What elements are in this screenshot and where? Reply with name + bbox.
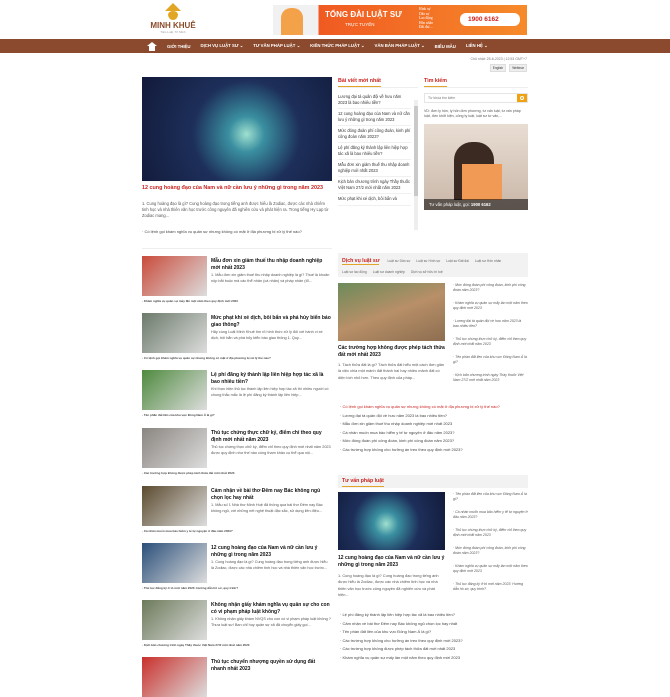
latest-post-link[interactable]: Kịch bản chương trình ngày Thầy thuốc Việt Nam 27/2 mới nhất năm 2023	[338, 177, 411, 194]
service-tab[interactable]: Luật sư Hình sự	[416, 259, 441, 263]
nav-item[interactable]: TƯ VẤN PHÁP LUẬT ⌄	[253, 43, 301, 48]
logo-mark-icon	[163, 3, 183, 21]
article-excerpt: Thủ tục chứng thực chữ ký, điểm chỉ theo quy định mới nhất năm 2023 được quy định như thế nào cùng tham khảo cụ thể qua nội...	[211, 445, 331, 455]
banner-category: Hình sự	[419, 7, 431, 11]
bullet-link[interactable]: · Cá nhân muốn mua bảo hiểm y tế tự nguyện ở đâu năm 2023?	[340, 430, 528, 436]
article-thumbnail[interactable]	[142, 428, 207, 468]
side-link[interactable]: · Thủ tục đăng ký ở tô mới năm 2023: Hướng dẫn hồ sơ, quy trình?	[453, 582, 528, 600]
side-link[interactable]: · Khám nghĩa vụ quân sự mấy lần một năm theo quy định mới 2023	[453, 301, 528, 319]
latest-posts	[338, 78, 418, 232]
latest-heading: Bài viết mới nhất	[338, 78, 418, 88]
banner-person-image	[281, 8, 303, 35]
featured-related-link[interactable]: · Có lệnh gọi khám nghĩa vụ quân sự nhưng không có mặt ở địa phương bị xử lý thế nào?	[142, 229, 332, 235]
article-thumbnail[interactable]	[142, 370, 207, 410]
banner-category: Dân sự	[419, 11, 430, 16]
nav-item[interactable]: GIỚI THIỆU	[167, 43, 191, 49]
logo-tagline: Tâm Luật, Trí Minh	[160, 30, 186, 34]
article-excerpt: Khi thực hiện thủ tục thành lập liên hiệp hợp tác xã thì nhiều người có chung thắc mắc là lệ phí đăng ký thành lập liên hiệp...	[211, 387, 329, 397]
latest-post-link[interactable]: Lệ phí đăng ký thành lập liên hiệp hợp tác xã là bao nhiêu tiền?	[338, 143, 411, 160]
article-excerpt: 1. Cung hoàng đạo là gì? Cung hoàng đạo trong tiếng anh được hiểu là Zodiac, được các nhà chiêm tinh học và nhà thiên văn học trước...	[211, 560, 328, 570]
article-excerpt: 1. Không nhận giấy khám NVQS cho con có vi phạm pháp luật không ? Thưa luật sư! Ban chỉ huy quân sự xã đã chuyển giấy gọi...	[211, 617, 331, 627]
service-tab[interactable]: Dịch vụ sở hữu trí tuệ	[410, 270, 443, 274]
article-title[interactable]: Thủ tục chuyển nhượng quyền sử dụng đất nhanh nhất 2023	[211, 659, 316, 672]
logo-name: MINH KHUÊ	[150, 21, 196, 30]
lang-english-button[interactable]: English	[490, 64, 506, 72]
bullet-link[interactable]: · Mức đóng đoàn phí công đoàn, kinh phí công đoàn năm 2023?	[340, 438, 528, 444]
article-title[interactable]: Mức phạt khi xé dịch, bôi bẩn và phá hủy biển báo giao thông?	[211, 315, 331, 328]
services-heading[interactable]: Dịch vụ luật sư	[342, 258, 380, 264]
side-link[interactable]: · Khám nghĩa vụ quân sự mấy lần một năm theo quy định mới 2023	[453, 564, 528, 582]
consultant-promo[interactable]	[424, 124, 528, 210]
side-link[interactable]: · Lương đại tá quân đội về hưu năm 2023 là bao nhiêu tiền?	[453, 319, 528, 337]
nav-item[interactable]: KIẾN THỨC PHÁP LUẬT ⌄	[310, 43, 365, 48]
article-title[interactable]: 12 cung hoàng đạo của Nam và nữ cần lưu ý những gì trong năm 2023	[211, 545, 318, 558]
banner-category: Lao động	[419, 16, 433, 20]
search-heading: Tìm kiếm	[424, 78, 528, 88]
search-panel	[424, 78, 528, 210]
webinar-button[interactable]: Webinar	[509, 64, 527, 72]
side-link[interactable]: · Kịch bản chương trình ngày Thầy thuốc Việt Nam 27/2 mới nhất năm 2023	[453, 373, 528, 391]
article-related-link[interactable]: · Có lệnh gọi khám nghĩa vụ quân sự nhưng không có mặt ở địa phương bị xử lý thế nào?	[142, 356, 332, 360]
search-hint: VD: đơn ly hôn, ly hôn đơn phương, tư vấn luật, tư vấn pháp luật, đơn khởi kiện, công ty luật, luật sư tư vấn,...	[424, 109, 521, 119]
home-icon[interactable]	[147, 42, 157, 51]
banner-subtitle: TRỰC TUYẾN	[345, 22, 375, 27]
article-excerpt: 1. Mẫu đơn xin giảm thuế thu nhập doanh nghiệp là gì? Thuế là khoản nộp bắt buộc mà các thể nhân (cá nhân) và pháp nhân (tổ...	[211, 273, 330, 283]
article-thumbnail[interactable]	[142, 486, 207, 526]
nav-item[interactable]: DỊCH VỤ LUẬT SƯ ⌄	[200, 43, 244, 48]
divider	[142, 248, 332, 249]
service-tab[interactable]: Luật sư lao động	[342, 270, 367, 274]
article-related-link[interactable]: · Cá nhân muốn mua bảo hiểm y tế tự nguyện ở đâu năm 2023?	[142, 529, 332, 533]
advice-main-excerpt: 1. Cung hoàng đạo là gì? Cung hoàng đạo trong tiếng anh được hiểu là Zodiac, được các nhà chiêm tinh học và nhà thiên văn học trước công nguyên đã nghiên cứu và phát hiện...	[338, 573, 439, 597]
advice-header	[338, 475, 528, 488]
current-date: Chủ nhật: 25-6-2023 | 12:53 GMT+7	[470, 57, 527, 61]
side-link[interactable]: · Tên phần đất liền của khu vực Đông Nam Á là gì?	[453, 355, 528, 373]
latest-post-link[interactable]: Mức phạt khi xé dịch, bôi bẩn và	[338, 194, 411, 206]
nav-item[interactable]: BIỂU MẪU	[434, 43, 456, 49]
latest-post-link[interactable]: Lương đại tá quân đội về hưu năm 2023 là bao nhiêu tiền?	[338, 92, 411, 109]
side-link[interactable]: · Thủ tục chứng thực chữ ký, điểm chỉ theo quy định mới nhất năm 2023	[453, 528, 528, 546]
promo-phone: 1900 6162	[470, 202, 491, 208]
banner-title: TỔNG ĐÀI LUẬT SƯ	[325, 10, 402, 19]
article-related-link[interactable]: · Thủ tục đăng ký ở tô mới năm 2023: Hướng dẫn hồ sơ, quy trình?	[142, 586, 332, 590]
article-thumbnail[interactable]	[142, 256, 207, 296]
bullet-link[interactable]: · Lệ phí đăng ký thành lập liên hiệp hợp tác xã là bao nhiêu tiền?	[340, 612, 528, 618]
bullet-link[interactable]: · Các trường hợp không cho hưởng án treo theo quy định mới 2023?	[340, 638, 528, 644]
article-title[interactable]: Thủ tục chứng thực chữ ký, điểm chỉ theo quy định mới nhất năm 2023	[211, 430, 322, 443]
advice-main-title[interactable]: 12 cung hoàng đạo của Nam và nữ cần lưu ý những gì trong năm 2023	[338, 555, 445, 568]
search-button[interactable]	[517, 94, 527, 102]
bullet-link[interactable]: · Cảm nhận về bài thơ Đêm nay Bác không ngủ chọn lọc hay nhất	[340, 621, 528, 627]
article-related-link[interactable]: · Các trường hợp không được phép tách thửa đất mới nhất 2023	[142, 471, 332, 475]
banner-categories	[419, 7, 433, 30]
bullet-link[interactable]: · Các trường hợp không cho hưởng án treo theo quy định mới 2023?	[340, 447, 528, 453]
side-link[interactable]: · Mức đóng đoàn phí công đoàn, kinh phí công đoàn năm 2023?	[453, 283, 528, 301]
side-link[interactable]: · Cá nhân muốn mua bảo hiểm y tế tự nguyện ở đâu năm 2023?	[453, 510, 528, 528]
service-tab[interactable]: Luật sư doanh nghiệp	[372, 270, 405, 274]
article-title[interactable]: Không nhận giấy khám nghĩa vụ quân sự cho con có vi phạm pháp luật không?	[211, 602, 330, 615]
article-thumbnail[interactable]	[142, 313, 207, 353]
article-excerpt: 1. Mẫu số 1 Nhà thơ Minh Huệ đã thông qua bài thơ Đêm nay Bác không ngủ, với những nét nghệ thuật đặc sắc, sử dụng liên điệu...	[211, 503, 323, 513]
bullet-link[interactable]: · Tên phần đất liền của khu vực Đông Nam Á là gì?	[340, 629, 528, 635]
services-tabs	[338, 253, 528, 277]
article-related-link[interactable]: · Tên phần đất liền của khu vực Đông Nam Á là gì?	[142, 413, 332, 417]
bullet-link[interactable]: · Khám nghĩa vụ quân sự mấy lần một năm theo quy định mới 2023	[340, 655, 528, 661]
services-main-excerpt: 1. Tách thửa đất là gì? Tách thửa đất hiểu một cách đơn giản là việc chia một mảnh đất thành hai hay nhiều mảnh đất có diện tích nhỏ hơn. Theo quy định của pháp...	[338, 362, 445, 380]
side-link[interactable]: · Thủ tục chứng thực chữ ký, điểm chỉ theo quy định mới nhất năm 2023	[453, 337, 528, 355]
article-title[interactable]: Lệ phí đăng ký thành lập liên hiệp hợp tác xã là bao nhiêu tiền?	[211, 372, 324, 385]
latest-scrollbar[interactable]	[414, 100, 418, 230]
article-thumbnail[interactable]	[142, 543, 207, 583]
article-thumbnail[interactable]	[142, 600, 207, 640]
search-icon	[520, 96, 524, 100]
featured-excerpt: 1. Cung hoàng đạo là gì? Cung hoàng đạo trong tiếng anh được hiểu là Zodiac, được các nhà chiêm tinh học và nhà thiên văn học trước công nguyên đã nghiên cứu và phát hiện ra. Trong tiếng Hy Lạp từ Zodiac mang...	[142, 201, 329, 218]
banner-category: Đất đai ...	[419, 25, 434, 29]
service-tab[interactable]: Luật sư Dân sự	[387, 259, 411, 263]
bullet-link[interactable]: · Có lệnh gọi khám nghĩa vụ quân sự nhưng không có mặt ở địa phương bị xử lý thế nào?	[340, 404, 528, 410]
latest-post-link[interactable]: Mẫu đơn xin giảm thuế thu nhập doanh nghiệp mới nhất 2023	[338, 160, 411, 177]
article-related-link[interactable]: · Khám nghĩa vụ quân sự mấy lần một năm theo quy định mới 2023	[142, 299, 332, 303]
latest-post-link[interactable]: Mức đóng đoàn phí công đoàn, kinh phí công đoàn năm 2023?	[338, 126, 411, 143]
banner-category: Hôn nhân	[419, 20, 434, 25]
latest-post-link[interactable]: 12 cung hoàng đạo của Nam và nữ cần lưu ý những gì trong năm 2023	[338, 109, 411, 126]
services-main-title[interactable]: Các trường hợp không được phép tách thửa đất mới nhất 2023	[338, 345, 445, 358]
search-input[interactable]	[425, 94, 517, 102]
language-switcher	[490, 64, 527, 72]
article-title[interactable]: Cảm nhận về bài thơ Đêm nay Bác không ngủ chọn lọc hay nhất	[211, 488, 321, 501]
logo[interactable]	[143, 3, 203, 37]
featured-title[interactable]: 12 cung hoàng đạo của Nam và nữ cần lưu ý những gì trong năm 2023	[142, 185, 323, 191]
article-excerpt: Hãy cùng Luật Minh Khuê tìm rõ hình thức xử lý đối với hành vi xé dịch, bôi bẩn và phá hủy biển báo giao thông 1. Quy...	[211, 330, 323, 340]
article-thumbnail[interactable]	[142, 657, 207, 697]
main-nav	[0, 39, 670, 53]
nav-item[interactable]: VĂN BẢN PHÁP LUẬT ⌄	[374, 43, 425, 48]
bullet-link[interactable]: · Lương đại tá quân đội về hưu năm 2023 là bao nhiêu tiền?	[340, 413, 528, 419]
nav-item[interactable]: LIÊN HỆ ⌄	[465, 43, 488, 48]
service-tab[interactable]: Luật sư Đất đai	[446, 259, 469, 263]
article-related-link[interactable]: · Kịch bản chương trình ngày Thầy thuốc Việt Nam 27/2 mới nhất năm 2023	[142, 643, 332, 647]
side-link[interactable]: · Tên phần đất liền của khu vực Đông Nam Á là gì?	[453, 492, 528, 510]
bullet-link[interactable]: · Mẫu đơn xin giảm thuế thu nhập doanh nghiệp mới nhất 2023	[340, 421, 528, 427]
featured-image[interactable]	[142, 77, 332, 181]
promo-text: Tư vấn pháp luật, gọi:	[429, 202, 470, 208]
advice-main-image[interactable]	[338, 492, 445, 550]
article-title[interactable]: Mẫu đơn xin giảm thuế thu nhập doanh nghiệp mới nhất 2023	[211, 258, 323, 271]
hotline-banner[interactable]	[273, 5, 527, 35]
side-link[interactable]: · Mức đóng đoàn phí công đoàn, kinh phí công đoàn năm 2023?	[453, 546, 528, 564]
service-tab[interactable]: Luật sư Hôn nhân	[474, 259, 502, 263]
bullet-link[interactable]: · Các trường hợp không được phép tách thửa đất mới nhất 2023	[340, 646, 528, 652]
advice-heading[interactable]: Tư vấn pháp luật	[342, 478, 384, 487]
banner-phone: 1900 6162	[460, 13, 520, 26]
services-main-image[interactable]	[338, 283, 445, 341]
